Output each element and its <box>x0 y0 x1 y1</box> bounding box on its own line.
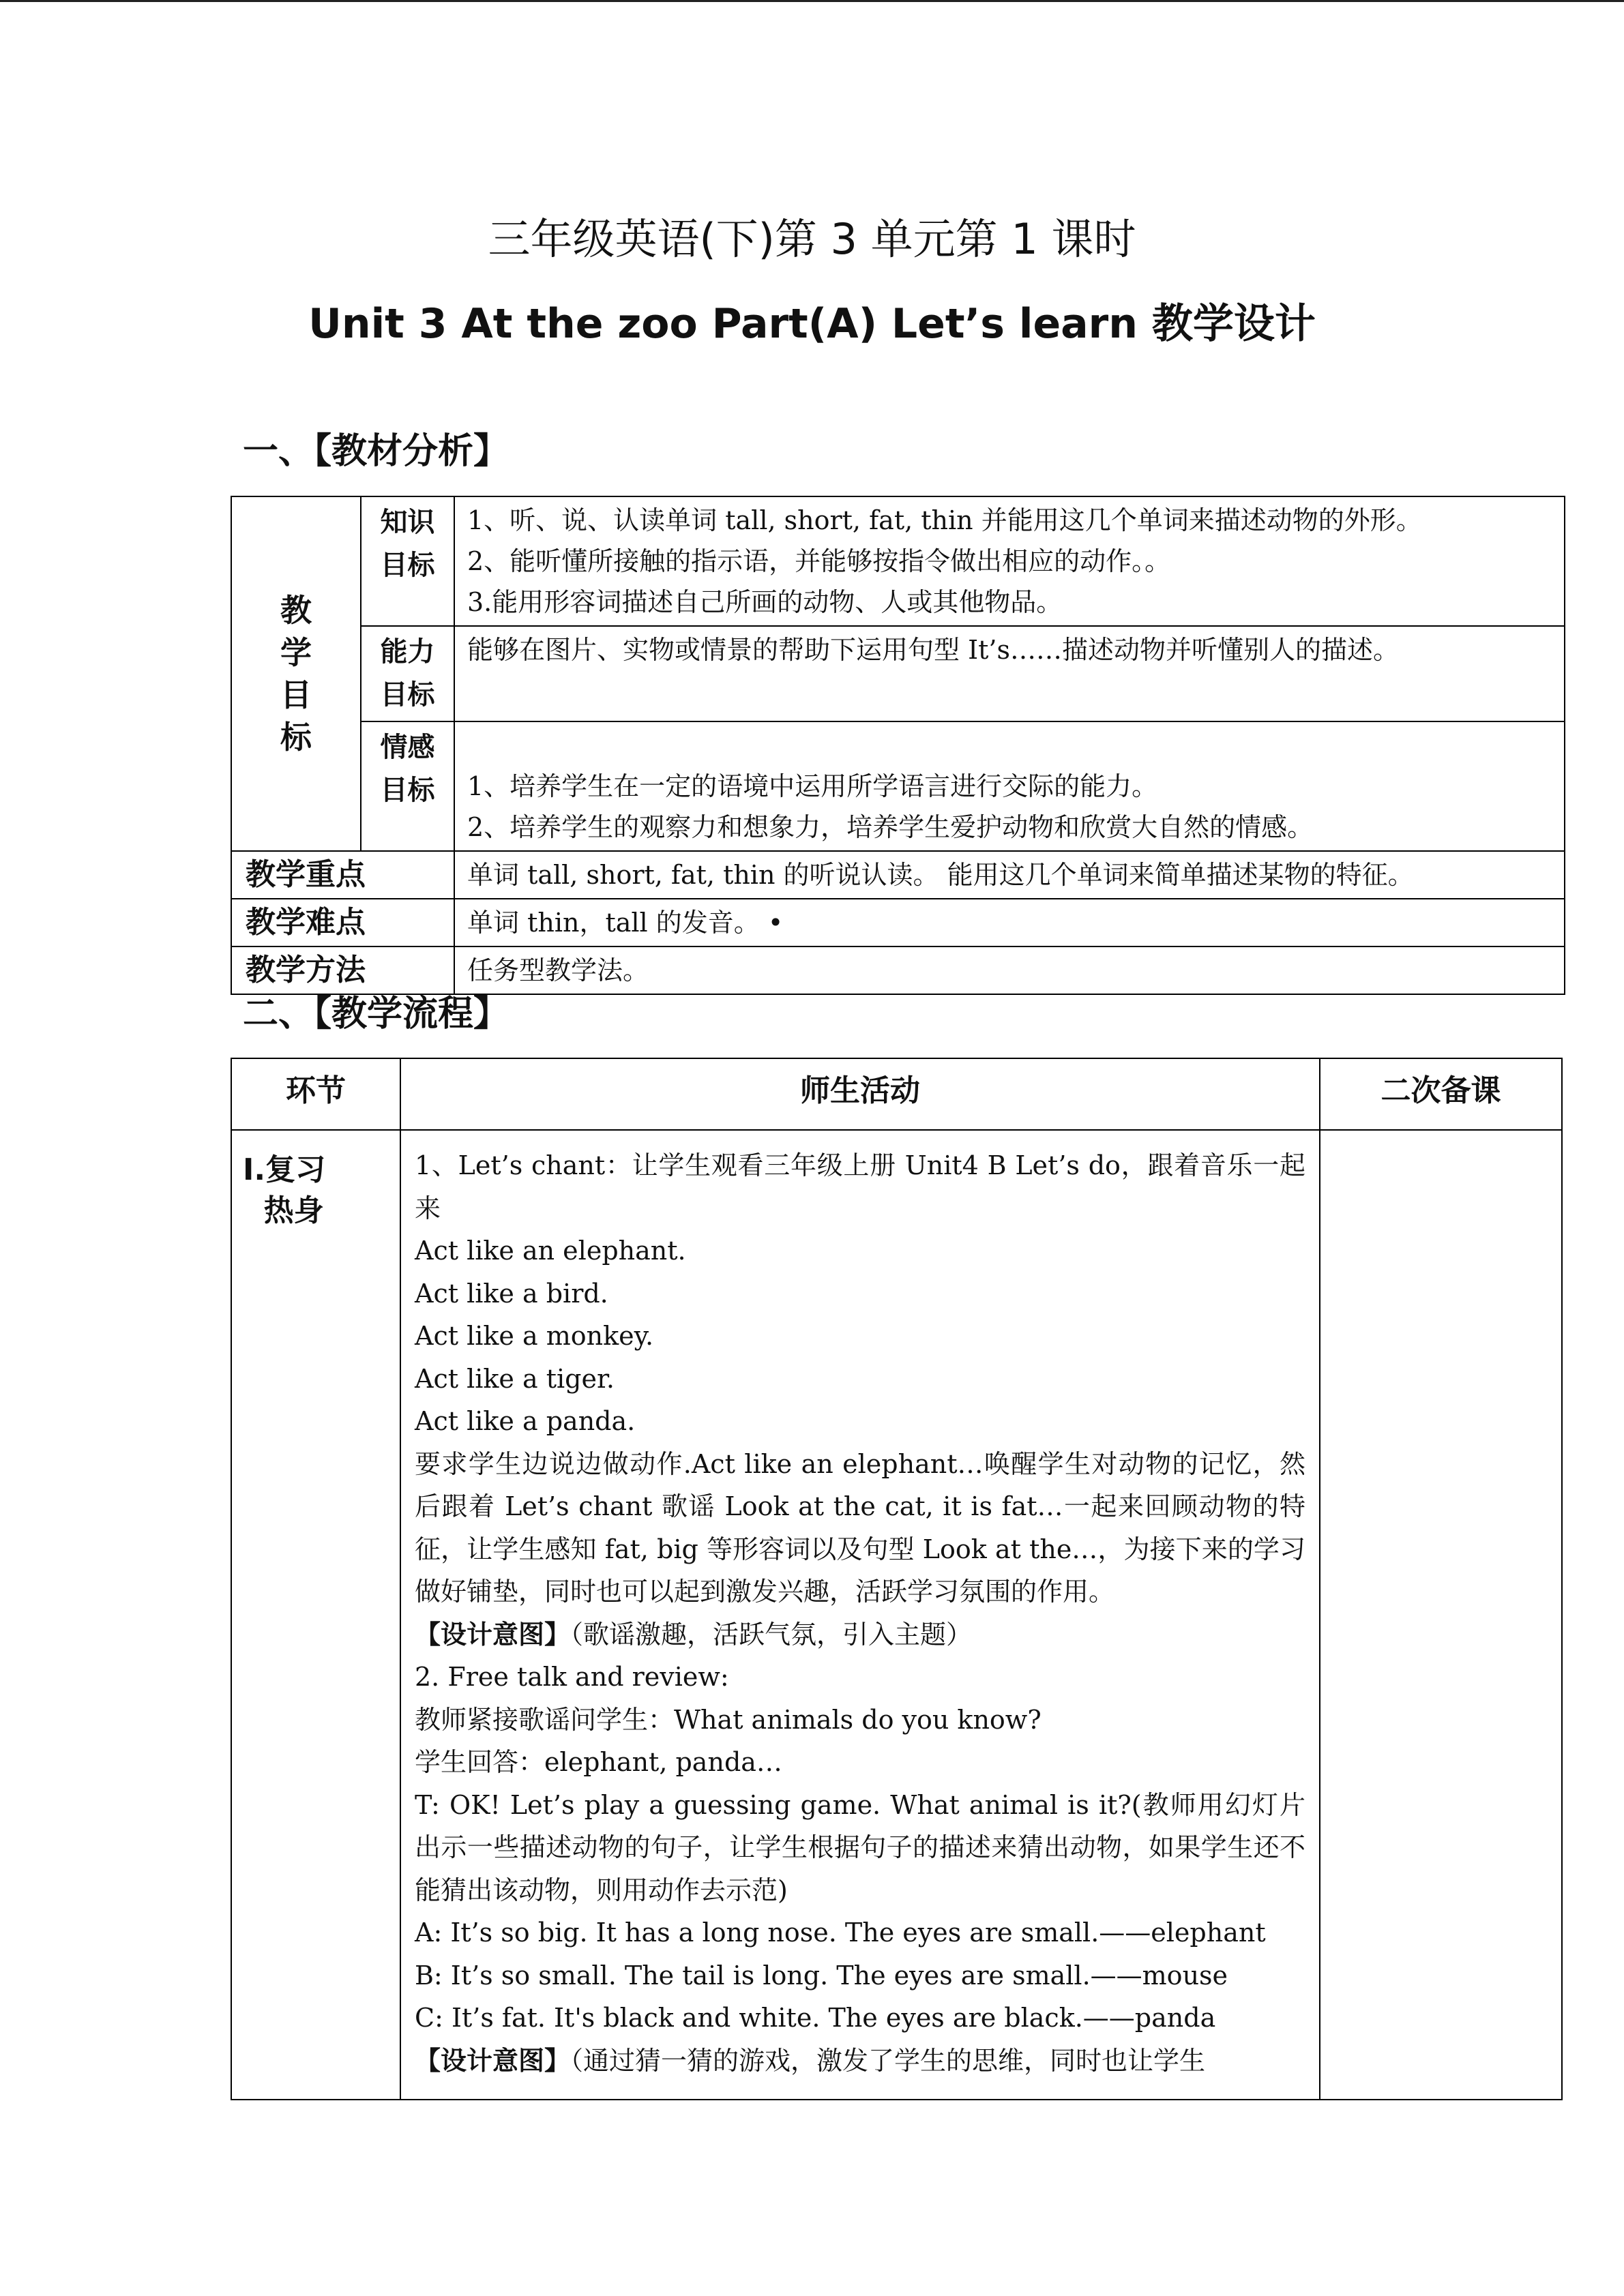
activity-content <box>400 1130 1320 2100</box>
difficulty-label: 教学难点 <box>231 899 454 946</box>
activity-line: C: It’s fat. It's black and white. The eyes are black.——panda <box>415 2003 1216 2033</box>
activity-line: Act like a monkey. <box>415 1321 654 1351</box>
difficulty-row <box>231 899 1565 946</box>
method-label: 教学方法 <box>231 946 454 994</box>
activity-line: B: It’s so small. The tail is long. The eyes are small.——mouse <box>415 1960 1228 1991</box>
emotion-goal-content <box>454 721 1565 851</box>
difficulty-content: 单词 thin，tall 的发音。 • <box>454 899 1565 946</box>
knowledge-goal-content <box>454 496 1565 626</box>
activity-line: T: OK! Let’s play a guessing game. What animal is it?(教师用幻灯片出示一些描述动物的句子，让学生根据句子的描述来猜出动物，如果学生还不能猜出该动物，则用动作去示范) <box>415 1789 1305 1905</box>
ability-goal-content: 能够在图片、实物或情景的帮助下运用句型 It’s……描述动物并听懂别人的描述。 <box>454 626 1565 721</box>
column-header-second-prep: 二次备课 <box>1320 1058 1562 1130</box>
key-point-row <box>231 851 1565 899</box>
knowledge-goal-label: 知识 目标 <box>361 496 454 626</box>
emotion-goal-label: 情感 目标 <box>361 721 454 851</box>
design-intent-line <box>415 1613 1305 1656</box>
activity-line: 要求学生边说边做动作.Act like an elephant…唤醒学生对动物的记忆，然后跟着 Let’s chant 歌谣 Look at the cat, it is fat…一起来回顾动物的特征，让学生感知 fat, big 等形容词以及句型 Look at the…，为接下来的学习做好铺垫，同时也可以起到激发兴趣，活跃学习氛围的作用。 <box>415 1448 1305 1607</box>
design-intent-line <box>415 2040 1305 2083</box>
knowledge-goal-row <box>231 496 1565 626</box>
key-point-label: 教学重点 <box>231 851 454 899</box>
ability-goal-row <box>231 626 1565 721</box>
knowledge-goal-line: 1、听、说、认读单词 tall, short, fat, thin 并能用这几个单词来描述动物的外形。 <box>467 505 1422 535</box>
document-title: 三年级英语(下)第 3 单元第 1 课时 <box>488 214 1136 264</box>
activity-line: Act like a panda. <box>415 1406 636 1436</box>
activity-line: Act like a bird. <box>415 1278 608 1309</box>
method-content: 任务型教学法。 <box>454 946 1565 994</box>
ability-goal-label: 能力 目标 <box>361 626 454 721</box>
key-point-content: 单词 tall, short, fat, thin 的听说认读。 能用这几个单词来简单描述某物的特征。 <box>454 851 1565 899</box>
design-intent-text: （通过猜一猜的游戏，激发了学生的思维，同时也让学生 <box>570 2045 1206 2076</box>
design-intent-tag: 【设计意图】 <box>415 2044 571 2076</box>
activity-line: 2. Free talk and review: <box>415 1662 729 1692</box>
activity-line: A: It’s so big. It has a long nose. The eyes are small.——elephant <box>415 1918 1266 1948</box>
document-subtitle: Unit 3 At the zoo Part(A) Let’s learn 教学设计 <box>308 300 1316 348</box>
knowledge-goal-line: 2、能听懂所接触的指示语，并能够按指令做出相应的动作。。 <box>467 546 1171 576</box>
design-intent-text: （歌谣激趣，活跃气氛，引入主题） <box>570 1619 973 1650</box>
column-header-activities: 师生活动 <box>400 1058 1320 1130</box>
activity-line: 学生回答：elephant, panda… <box>415 1747 782 1777</box>
process-row-review <box>231 1130 1562 2100</box>
column-header-stage: 环节 <box>231 1058 400 1130</box>
activity-line: Act like a tiger. <box>415 1363 615 1394</box>
second-prep-notes <box>1320 1130 1562 2100</box>
emotion-goal-line: 1、培养学生在一定的语境中运用所学语言进行交际的能力。 <box>467 771 1158 801</box>
knowledge-goal-line: 3.能用形容词描述自己所画的动物、人或其他物品。 <box>467 587 1063 617</box>
section-heading-process: 二、【教学流程】 <box>243 994 510 1034</box>
stage-label: I.复习 热身 <box>231 1130 400 2100</box>
activity-line: Act like an elephant. <box>415 1236 686 1266</box>
process-table <box>231 1058 1563 2100</box>
process-header-row <box>231 1058 1562 1130</box>
design-intent-tag: 【设计意图】 <box>415 1618 571 1650</box>
activity-line: 教师紧接歌谣问学生：What animals do you know? <box>415 1704 1042 1735</box>
section-heading-analysis: 一、【教材分析】 <box>243 431 510 472</box>
emotion-goal-row <box>231 721 1565 851</box>
analysis-table <box>231 496 1565 995</box>
emotion-goal-line: 2、培养学生的观察力和想象力，培养学生爱护动物和欣赏大自然的情感。 <box>467 812 1314 842</box>
page-top-border <box>0 0 1624 2</box>
activity-line: 1、Let’s chant：让学生观看三年级上册 Unit4 B Let’s do，跟着音乐一起来 <box>415 1150 1305 1223</box>
teaching-goals-label: 教 学 目 标 <box>231 496 361 851</box>
